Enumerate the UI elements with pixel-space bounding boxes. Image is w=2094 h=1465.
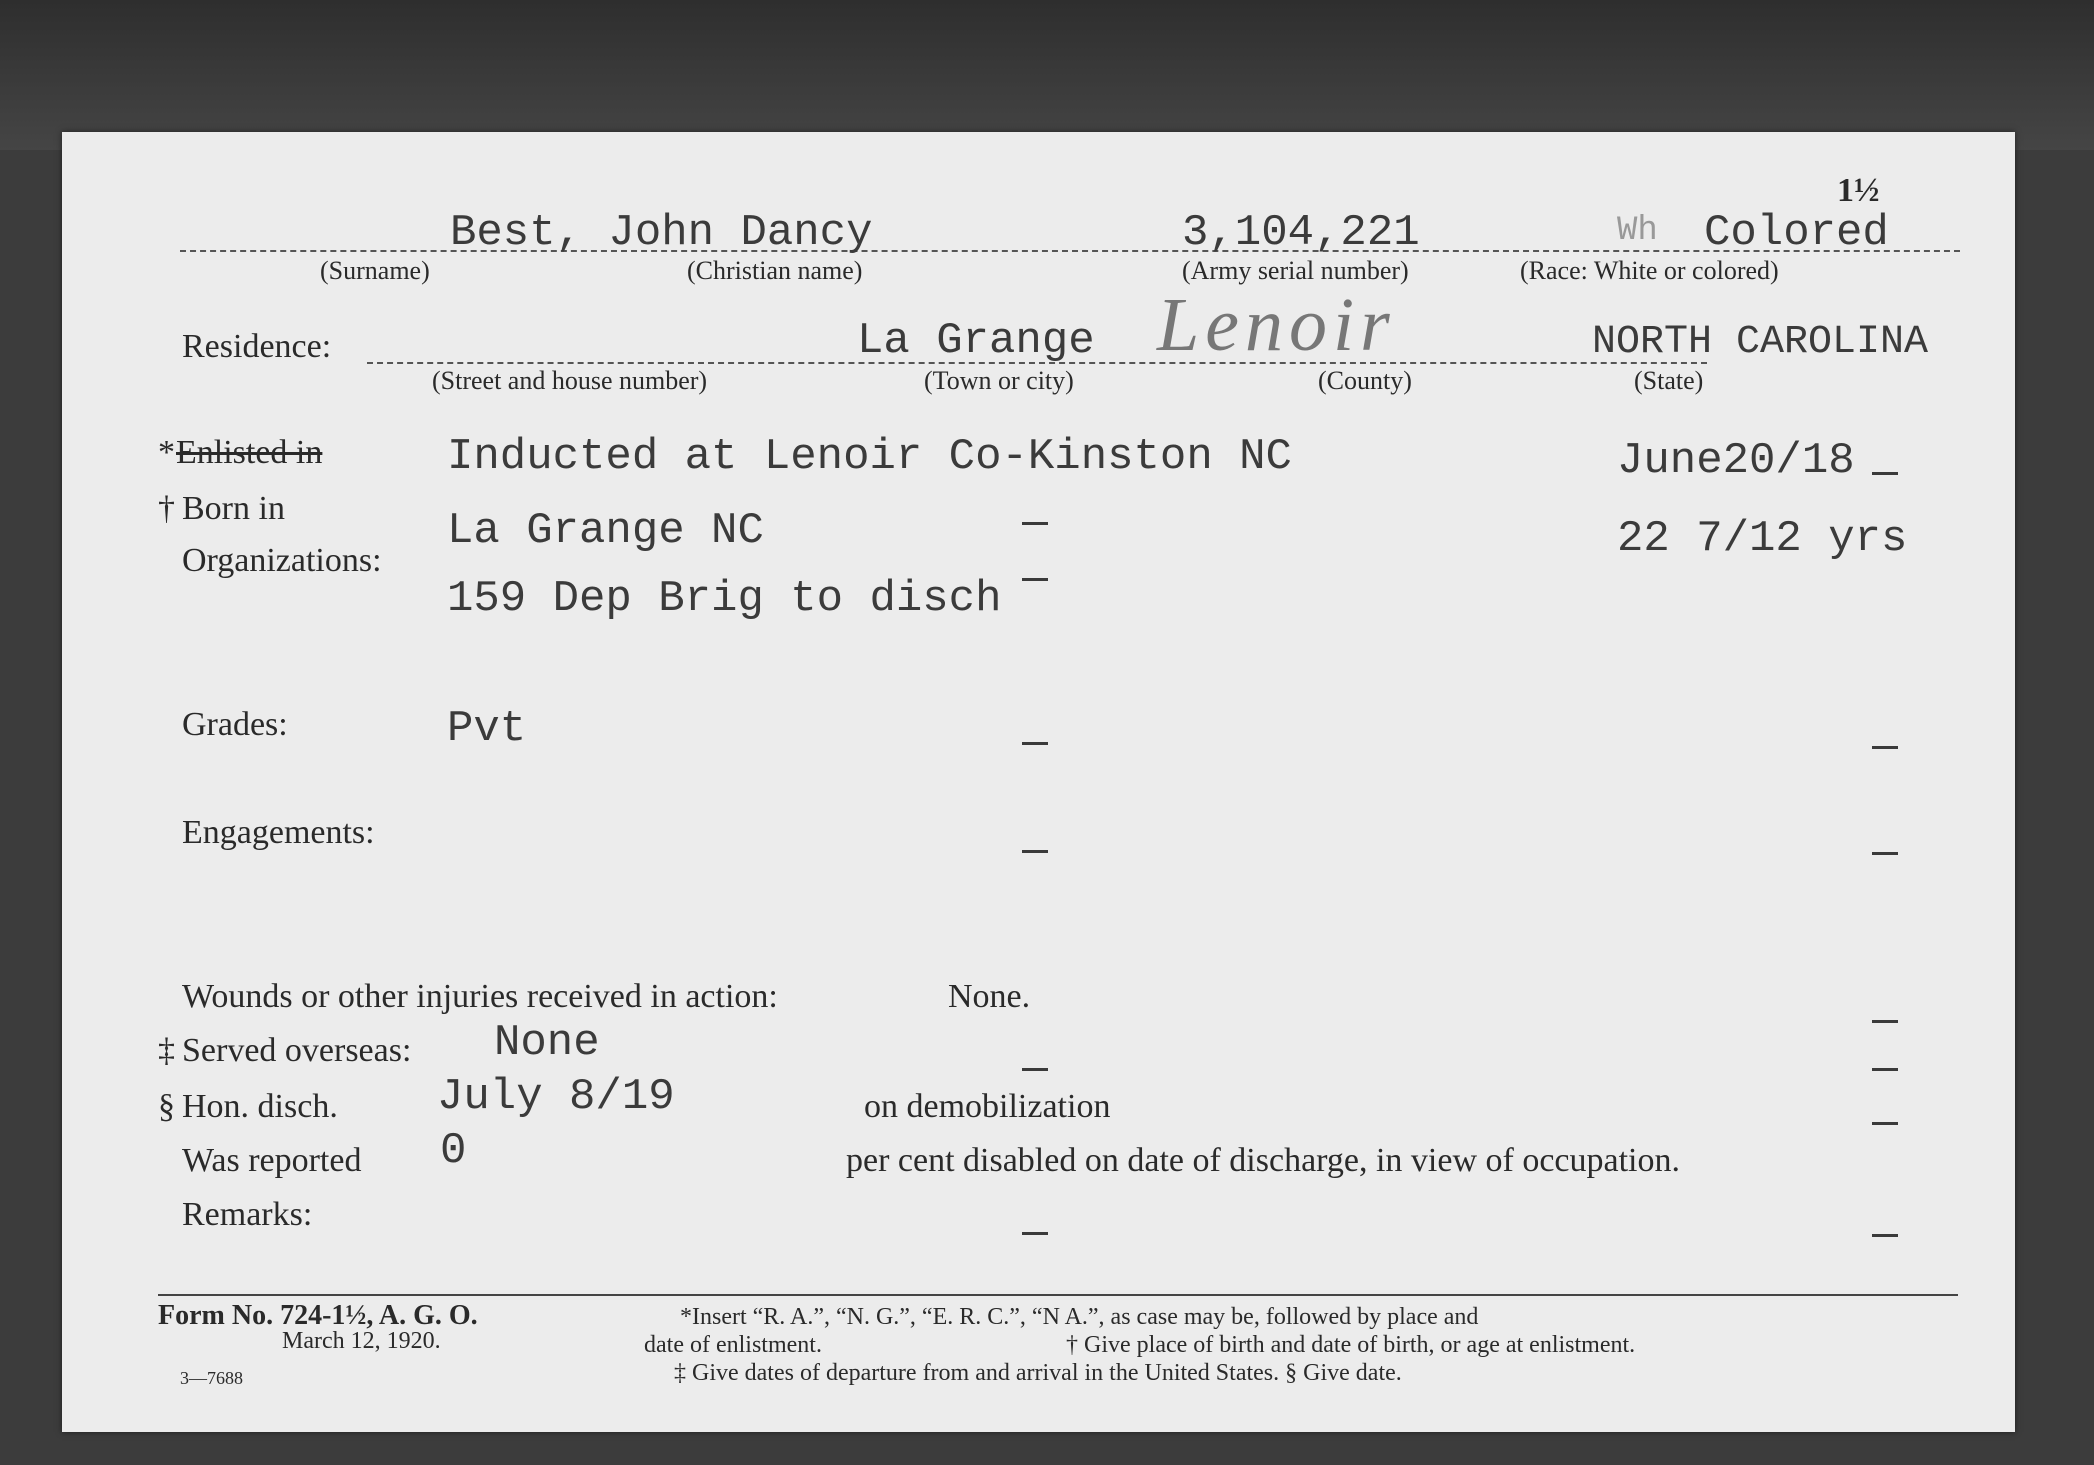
tick-mark [1872,746,1898,749]
engagements-label: Engagements: [182,814,375,851]
caption-christian-name: (Christian name) [687,256,863,285]
tick-mark [1022,1068,1048,1071]
tick-mark [1022,742,1048,745]
overseas-value: None [494,1018,600,1068]
born-value: La Grange NC [447,506,764,556]
born-mark: † [158,490,175,527]
caption-state: (State) [1634,366,1704,395]
county-value-handwritten: Lenoir [1157,283,1396,367]
tick-mark [1872,1020,1898,1023]
surname-value: Best, John Dancy [450,208,873,258]
tick-mark [1872,1122,1898,1125]
caption-town: (Town or city) [924,366,1074,395]
tick-mark [1872,852,1898,855]
tick-mark [1872,1234,1898,1237]
caption-county: (County) [1318,366,1412,395]
print-code: 3—7688 [180,1368,243,1388]
form-number: Form No. 724-1½, A. G. O. [158,1300,478,1331]
serial-value: 3,104,221 [1182,208,1420,258]
wounds-label: Wounds or other injuries received in action: [182,978,778,1015]
enlisted-label: Enlisted in [176,434,323,471]
scanner-background [0,0,2094,150]
caption-surname: (Surname) [320,256,430,285]
hon-disch-value: July 8/19 [437,1072,675,1122]
town-value: La Grange [857,316,1095,366]
tick-mark [1872,1068,1898,1071]
overseas-label: Served overseas: [182,1032,412,1069]
enlisted-mark: * [158,434,175,471]
enlisted-value: Inducted at Lenoir Co-Kinston NC [447,432,1292,482]
residence-label: Residence: [182,328,332,365]
tick-mark [1022,522,1048,525]
reported-suffix: per cent disabled on date of discharge, in view of occupation. [846,1142,1680,1179]
corner-number: 1½ [1837,172,1880,209]
race-prefix-struck: Wh [1617,212,1658,250]
caption-street: (Street and house number) [432,366,708,395]
age-value: 22 7/12 yrs [1617,514,1908,564]
tick-mark [1022,578,1048,581]
hon-disch-mark: § [158,1088,175,1125]
record-card [62,132,2015,1432]
footnote-insert-cont: date of enlistment. [644,1332,822,1358]
caption-race: (Race: White or colored) [1520,256,1779,285]
grades-label: Grades: [182,706,288,743]
wounds-value: None. [948,978,1031,1015]
remarks-label: Remarks: [182,1196,313,1233]
reported-label: Was reported [182,1142,362,1179]
overseas-mark: ‡ [158,1032,175,1069]
organizations-label: Organizations: [182,542,382,579]
tick-mark [1022,1232,1048,1235]
footnote-overseas: ‡ Give dates of departure from and arrival in the United States. § Give date. [674,1360,1402,1386]
born-label: Born in [182,490,285,527]
footnote-insert: *Insert “R. A.”, “N. G.”, “E. R. C.”, “N A.”, as case may be, followed by place and [680,1304,1479,1330]
enlisted-date: June20/18 [1617,436,1855,486]
header-dashed-line [180,250,1960,252]
footer-rule [158,1294,1958,1296]
race-value: Colored [1704,208,1889,258]
hon-disch-label: Hon. disch. [182,1088,338,1125]
grades-value: Pvt [447,704,527,754]
tick-mark [1022,850,1048,853]
hon-disch-suffix: on demobilization [864,1088,1111,1125]
form-date: March 12, 1920. [282,1328,441,1354]
organizations-value: 159 Dep Brig to disch [447,574,1002,624]
caption-serial: (Army serial number) [1182,256,1409,285]
tick-mark [1872,472,1898,475]
state-value: NORTH CAROLINA [1592,320,1929,365]
footnote-birth: † Give place of birth and date of birth, or age at enlistment. [1066,1332,1636,1358]
reported-value: 0 [440,1126,467,1176]
